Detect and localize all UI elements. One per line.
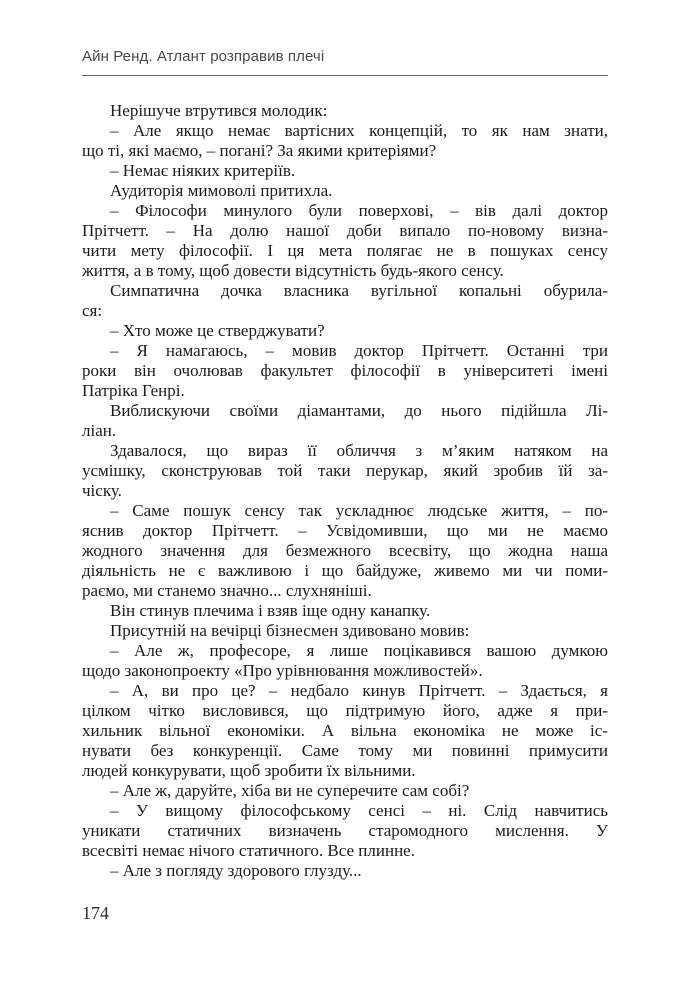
paragraph: [82, 401, 608, 441]
text-line: ліан.: [82, 421, 117, 440]
text-line: – Філософи минулого були поверхові, – вів далі доктор: [110, 201, 608, 220]
text-line: нувати без конкуренції. Саме тому ми повинні примусити: [82, 741, 608, 760]
paragraph: [82, 441, 608, 501]
text-line: – Саме пошук сенсу так ускладнює людське життя, – по-: [110, 501, 608, 520]
paragraph: [82, 621, 608, 641]
page-number: 174: [82, 903, 109, 923]
text-line: Виблискуючи своїми діамантами, до нього підійшла Лі-: [110, 401, 608, 420]
page-body: [82, 101, 608, 881]
text-line: ся:: [82, 301, 103, 320]
paragraph: [82, 101, 608, 121]
text-line: цілком чітко висловився, що підтримую його, адже я при-: [82, 701, 608, 720]
text-line: життя, а в тому, щоб довести відсутність будь-якого сенсу.: [82, 261, 504, 280]
text-line: – Я намагаюсь, – мовив доктор Прітчетт. Останні три: [110, 341, 608, 360]
running-title: Айн Ренд. Атлант розправив плечі: [82, 48, 325, 65]
paragraph: [82, 181, 608, 201]
paragraph: [82, 201, 608, 281]
text-line: щодо законопроекту «Про урівнювання можливостей».: [82, 661, 483, 680]
text-line: Присутній на вечірці бізнесмен здивовано мовив:: [110, 621, 470, 640]
paragraph: [82, 861, 608, 881]
text-line: хильник вільної економіки. А вільна економіка не може іс-: [82, 721, 608, 740]
paragraph: [82, 681, 608, 781]
text-line: Патріка Генрі.: [82, 381, 185, 400]
text-line: Аудиторія мимоволі притихла.: [110, 181, 333, 200]
paragraph: [82, 601, 608, 621]
text-line: Нерішуче втрутився молодик:: [110, 101, 328, 120]
paragraph: [82, 641, 608, 681]
text-line: Прітчетт. – На долю нашої доби випало по-новому визна-: [82, 221, 608, 240]
text-line: Здавалося, що вираз її обличчя з м’яким натяком на: [110, 441, 608, 460]
text-line: яснив доктор Прітчетт. – Усвідомивши, що ми не маємо: [82, 521, 608, 540]
paragraph: [82, 121, 608, 161]
text-line: жодного значення для безмежного всесвіту, що жодна наша: [82, 541, 608, 560]
text-line: усмішку, сконструював той таки перукар, який зробив їй за-: [82, 461, 608, 480]
text-line: чіску.: [82, 481, 122, 500]
paragraph: [82, 341, 608, 401]
paragraph: [82, 781, 608, 801]
paragraph: [82, 801, 608, 861]
text-line: Він стинув плечима і взяв іще одну канапку.: [110, 601, 431, 620]
text-line: – Але ж, даруйте, хіба ви не суперечите сам собі?: [110, 781, 470, 800]
paragraph: [82, 321, 608, 341]
paragraph: [82, 161, 608, 181]
text-line: людей конкурувати, щоб зробити їх вільними.: [82, 761, 416, 780]
text-line: роки він очолював факультет філософії в університеті імені: [82, 361, 608, 380]
text-line: що ті, які маємо, – погані? За якими критеріями?: [82, 141, 437, 160]
text-line: Симпатична дочка власника вугільної копальні обурила-: [110, 281, 608, 300]
text-line: – У вищому філософському сенсі – ні. Слід навчитись: [110, 801, 608, 820]
text-line: чити мету філософії. І ця мета полягає не в пошуках сенсу: [82, 241, 608, 260]
text-line: – А, ви про це? – недбало кинув Прітчетт. – Здається, я: [110, 681, 608, 700]
paragraph: [82, 501, 608, 601]
paragraph: [82, 281, 608, 321]
running-header: [82, 48, 608, 76]
text-line: – Але ж, професоре, я лише поцікавився вашою думкою: [110, 641, 608, 660]
text-line: – Але якщо немає вартісних концепцій, то як нам знати,: [110, 121, 608, 140]
text-line: – Але з погляду здорового глузду...: [110, 861, 362, 880]
text-line: – Хто може це стверджувати?: [110, 321, 325, 340]
text-line: уникати статичних визначень старомодного мислення. У: [82, 821, 608, 840]
text-line: всесвіті немає нічого статичного. Все плинне.: [82, 841, 415, 860]
text-line: – Немає ніяких критеріїв.: [110, 161, 296, 180]
text-line: діяльність не є важливою і що байдуже, живемо ми чи поми-: [82, 561, 608, 580]
text-line: раємо, ми станемо значно... слухняніші.: [82, 581, 372, 600]
